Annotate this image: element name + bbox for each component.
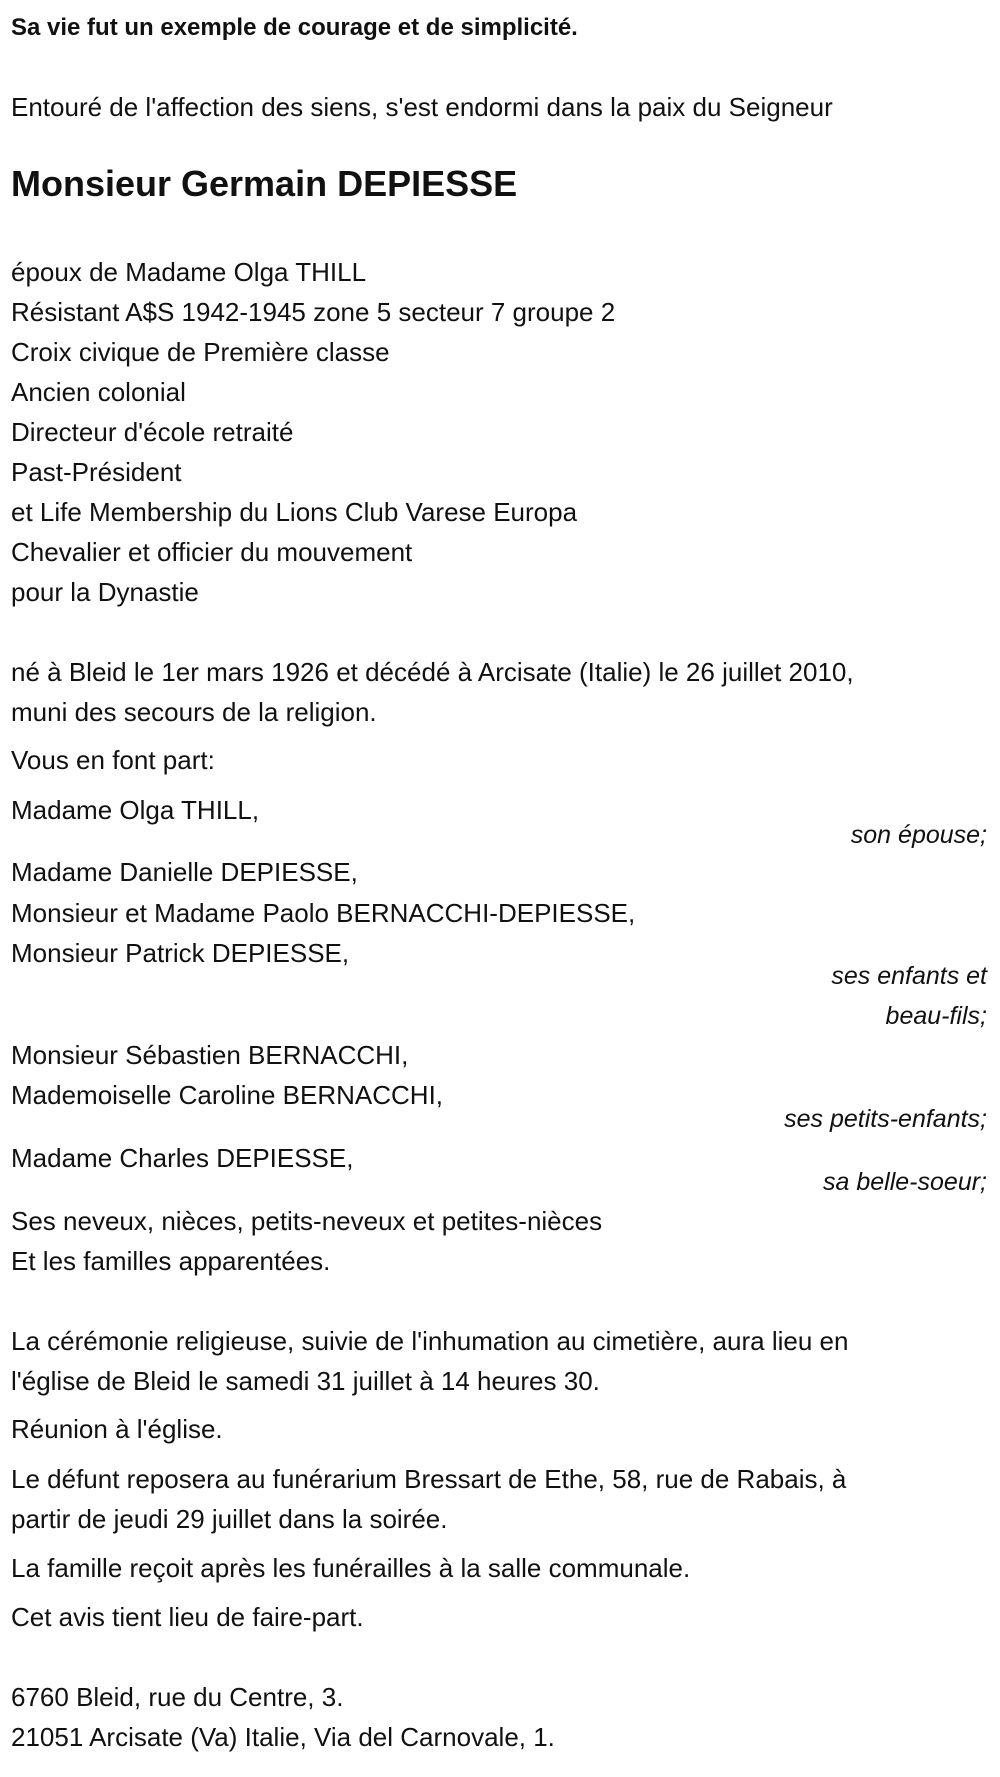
children-role: beau-fils;	[885, 1002, 987, 1030]
sister-in-law-role: sa belle-soeur;	[823, 1168, 987, 1196]
spouse-name: Madame Olga THILL,	[11, 795, 260, 825]
title-line: et Life Membership du Lions Club Varese Europa	[11, 497, 578, 527]
title-line: époux de Madame Olga THILL	[11, 257, 367, 287]
grandchildren-role: ses petits-enfants;	[784, 1105, 987, 1133]
grandchild-name: Mademoiselle Caroline BERNACCHI,	[11, 1080, 444, 1110]
title-line: Directeur d'école retraité	[11, 417, 294, 447]
child-name: Monsieur et Madame Paolo BERNACCHI-DEPIESSE,	[11, 898, 636, 928]
spouse-role: son épouse;	[850, 821, 987, 849]
intro-text: Entouré de l'affection des siens, s'est endormi dans la paix du Seigneur	[11, 92, 833, 122]
funerarium-line: partir de jeudi 29 juillet dans la soirée.	[11, 1504, 448, 1534]
meeting-text: Réunion à l'église.	[11, 1414, 223, 1444]
other-family: Ses neveux, nièces, petits-neveux et petites-nièces	[11, 1206, 603, 1236]
grandchild-name: Monsieur Sébastien BERNACCHI,	[11, 1040, 409, 1070]
ceremony-line: l'église de Bleid le samedi 31 juillet à 14 heures 30.	[11, 1366, 600, 1396]
birth-death-line: muni des secours de la religion.	[11, 697, 377, 727]
sister-in-law-name: Madame Charles DEPIESSE,	[11, 1143, 354, 1173]
address-line: 21051 Arcisate (Va) Italie, Via del Carnovale, 1.	[11, 1722, 555, 1752]
birth-death-line: né à Bleid le 1er mars 1926 et décédé à Arcisate (Italie) le 26 juillet 2010,	[11, 657, 854, 687]
motto: Sa vie fut un exemple de courage et de simplicité.	[11, 14, 578, 41]
title-line: Résistant A$S 1942-1945 zone 5 secteur 7 groupe 2	[11, 297, 616, 327]
notice-text: Cet avis tient lieu de faire-part.	[11, 1602, 364, 1632]
title-line: Chevalier et officier du mouvement	[11, 537, 413, 567]
other-family: Et les familles apparentées.	[11, 1246, 331, 1276]
deceased-name: Monsieur Germain DEPIESSE	[11, 163, 518, 204]
title-line: pour la Dynastie	[11, 577, 199, 607]
ceremony-line: La cérémonie religieuse, suivie de l'inhumation au cimetière, aura lieu en	[11, 1326, 849, 1356]
child-name: Monsieur Patrick DEPIESSE,	[11, 938, 350, 968]
address-line: 6760 Bleid, rue du Centre, 3.	[11, 1682, 344, 1712]
children-role: ses enfants et	[831, 962, 987, 990]
title-line: Ancien colonial	[11, 377, 186, 407]
child-name: Madame Danielle DEPIESSE,	[11, 857, 358, 887]
title-line: Past-Président	[11, 457, 182, 487]
funerarium-line: Le défunt reposera au funérarium Bressart de Ethe, 58, rue de Rabais, à	[11, 1464, 847, 1494]
title-line: Croix civique de Première classe	[11, 337, 390, 367]
announce-text: Vous en font part:	[11, 745, 215, 775]
reception-text: La famille reçoit après les funérailles à la salle communale.	[11, 1553, 691, 1583]
